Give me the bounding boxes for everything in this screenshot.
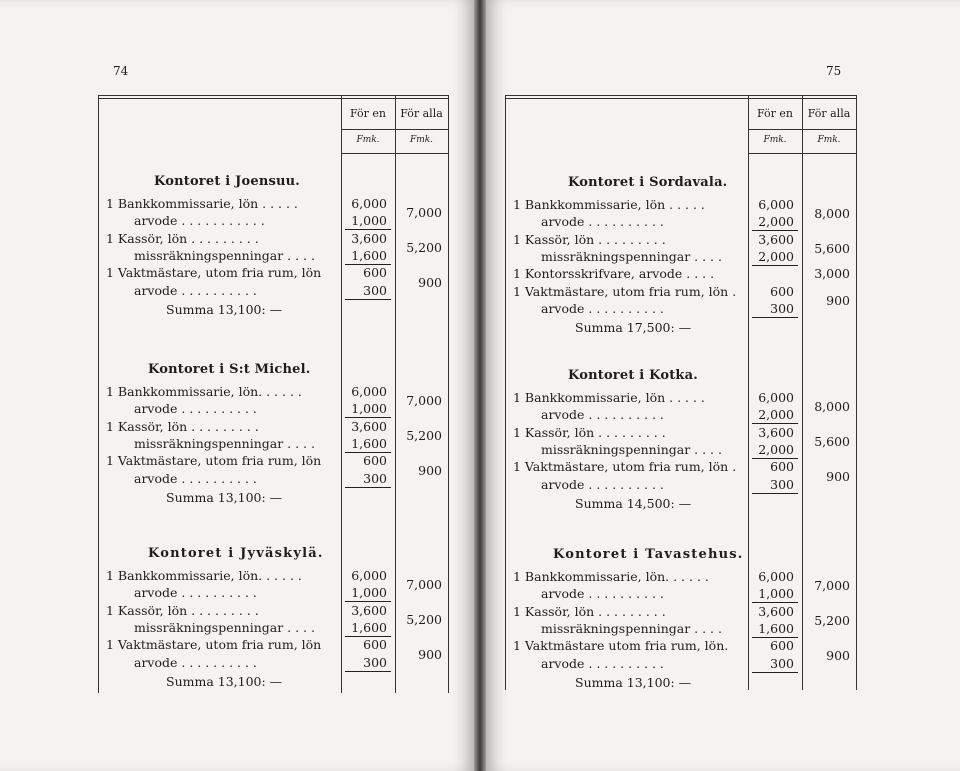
subtotal-rule bbox=[345, 487, 391, 488]
book-gutter bbox=[474, 0, 486, 771]
value-per-one: 3,600 bbox=[351, 230, 387, 246]
value-for-all: 7,000 bbox=[814, 578, 850, 594]
value-per-one: 1,600 bbox=[758, 620, 794, 636]
value-for-all: 900 bbox=[418, 646, 442, 662]
row-label: 1 Bankkommissarie, lön . . . . . bbox=[106, 196, 298, 211]
row-label: missräkningspenningar . . . . bbox=[134, 247, 315, 263]
subtotal-rule bbox=[752, 317, 798, 318]
row-label: 1 Vaktmästare, utom fria rum, lön . bbox=[513, 459, 737, 475]
value-for-all: 7,000 bbox=[406, 393, 442, 409]
unit-rule bbox=[341, 153, 448, 154]
row-label: 1 Kassör, lön . . . . . . . . . bbox=[513, 424, 666, 440]
row-label: 1 Vaktmästare utom fria rum, lön. bbox=[513, 638, 729, 654]
value-per-one: 1,000 bbox=[351, 213, 387, 229]
table-top-rule bbox=[505, 95, 856, 96]
value-for-all: 5,600 bbox=[814, 240, 850, 256]
value-per-one: 2,000 bbox=[758, 407, 794, 423]
value-for-all: 900 bbox=[418, 274, 442, 290]
value-per-one: 600 bbox=[770, 459, 794, 475]
value-for-all: 7,000 bbox=[406, 205, 442, 221]
value-for-all: 900 bbox=[418, 462, 442, 478]
row-label: 1 Kassör, lön . . . . . . . . . bbox=[513, 603, 666, 619]
row-label: arvode . . . . . . . . . . bbox=[134, 585, 257, 601]
row-label: arvode . . . . . . . . . . bbox=[541, 586, 664, 602]
value-per-one: 2,000 bbox=[758, 214, 794, 230]
value-per-one: 300 bbox=[770, 300, 794, 316]
left-page-number: 74 bbox=[113, 64, 129, 78]
value-per-one: 3,600 bbox=[351, 418, 387, 434]
value-per-one: 1,000 bbox=[351, 401, 387, 417]
row-label: arvode . . . . . . . . . . bbox=[541, 476, 664, 492]
row-label: 1 Vaktmästare, utom fria rum, lön bbox=[106, 637, 322, 653]
column-header-per-one: För en bbox=[349, 107, 386, 120]
row-label: 1 Vaktmästare, utom fria rum, lön bbox=[106, 453, 322, 469]
section-total: Summa 13,100: — bbox=[166, 673, 283, 689]
office-title: Kontoret i Joensuu. bbox=[154, 174, 301, 189]
value-per-one: 300 bbox=[770, 655, 794, 671]
value-for-all: 8,000 bbox=[814, 206, 850, 222]
row-label: 1 Kassör, lön . . . . . . . . . bbox=[106, 418, 259, 434]
value-per-one: 300 bbox=[363, 654, 387, 670]
value-per-one: 3,600 bbox=[758, 231, 794, 247]
value-for-all: 3,000 bbox=[814, 266, 850, 282]
value-per-one: 6,000 bbox=[351, 384, 387, 399]
value-for-all: 7,000 bbox=[406, 577, 442, 593]
value-per-one: 1,600 bbox=[351, 247, 387, 263]
office-title: Kontoret i S:t Michel. bbox=[148, 362, 311, 377]
office-title: Kontoret i Tavastehus. bbox=[553, 547, 744, 562]
value-per-one: 600 bbox=[770, 638, 794, 654]
unit-rule bbox=[748, 153, 856, 154]
row-label: missräkningspenningar . . . . bbox=[134, 619, 315, 635]
value-per-one: 600 bbox=[363, 637, 387, 653]
value-per-one: 2,000 bbox=[758, 248, 794, 264]
value-per-one: 300 bbox=[770, 476, 794, 492]
value-per-one: 6,000 bbox=[758, 197, 794, 212]
value-for-all: 900 bbox=[826, 468, 850, 484]
value-per-one: 1,000 bbox=[351, 585, 387, 601]
row-label: arvode . . . . . . . . . . bbox=[541, 655, 664, 671]
row-label: arvode . . . . . . . . . . . bbox=[134, 213, 265, 229]
value-for-all: 8,000 bbox=[814, 399, 850, 415]
value-for-all: 5,200 bbox=[406, 427, 442, 443]
value-per-one: 600 bbox=[363, 265, 387, 281]
column-header-for-all: För alla bbox=[400, 107, 443, 120]
header-rule bbox=[341, 129, 448, 130]
row-label: 1 Kontorsskrifvare, arvode . . . . bbox=[513, 266, 715, 282]
row-label: 1 Bankkommissarie, lön . . . . . bbox=[513, 390, 705, 405]
section-total: Summa 13,100: — bbox=[166, 301, 283, 317]
value-per-one: 300 bbox=[363, 282, 387, 298]
subtotal-rule bbox=[752, 265, 798, 266]
row-label: arvode . . . . . . . . . . bbox=[541, 300, 664, 316]
office-title: Kontoret i Kotka. bbox=[568, 368, 698, 383]
row-label: 1 Vaktmästare, utom fria rum, lön bbox=[106, 265, 322, 281]
value-per-one: 300 bbox=[363, 470, 387, 486]
currency-unit-col1: Fmk. bbox=[763, 135, 787, 145]
section-total: Summa 13,100: — bbox=[575, 674, 692, 690]
row-label: arvode . . . . . . . . . . bbox=[134, 470, 257, 486]
row-label: arvode . . . . . . . . . . bbox=[134, 401, 257, 417]
value-for-all: 5,200 bbox=[814, 612, 850, 628]
value-for-all: 5,600 bbox=[814, 433, 850, 449]
value-per-one: 6,000 bbox=[758, 390, 794, 405]
row-label: arvode . . . . . . . . . . bbox=[134, 654, 257, 670]
section-total: Summa 14,500: — bbox=[575, 495, 692, 511]
value-per-one: 3,600 bbox=[351, 602, 387, 618]
row-label: missräkningspenningar . . . . bbox=[541, 441, 722, 457]
currency-unit-col2: Fmk. bbox=[817, 135, 841, 145]
row-label: 1 Kassör, lön . . . . . . . . . bbox=[106, 602, 259, 618]
currency-unit-col1: Fmk. bbox=[356, 135, 380, 145]
value-per-one: 3,600 bbox=[758, 424, 794, 440]
subtotal-rule bbox=[345, 299, 391, 300]
header-rule bbox=[748, 129, 856, 130]
subtotal-rule bbox=[752, 672, 798, 673]
row-label: 1 Bankkommissarie, lön . . . . . bbox=[513, 197, 705, 212]
value-per-one: 1,600 bbox=[351, 619, 387, 635]
value-for-all: 5,200 bbox=[406, 611, 442, 627]
office-title: Kontoret i Sordavala. bbox=[568, 175, 728, 190]
table-right-border bbox=[856, 95, 857, 690]
value-per-one: 1,000 bbox=[758, 586, 794, 602]
row-label: arvode . . . . . . . . . . bbox=[541, 214, 664, 230]
value-per-one: 600 bbox=[770, 283, 794, 299]
value-for-all: 900 bbox=[826, 292, 850, 308]
value-per-one: 2,000 bbox=[758, 441, 794, 457]
row-label: 1 Bankkommissarie, lön. . . . . . bbox=[106, 384, 302, 399]
row-label: 1 Kassör, lön . . . . . . . . . bbox=[513, 231, 666, 247]
value-per-one: 6,000 bbox=[351, 568, 387, 583]
right-page-number: 75 bbox=[826, 64, 842, 78]
section-total: Summa 17,500: — bbox=[575, 320, 692, 336]
row-label: 1 Vaktmästare, utom fria rum, lön . bbox=[513, 283, 737, 299]
table-top-rule-2 bbox=[505, 98, 856, 99]
value-per-one: 1,600 bbox=[351, 435, 387, 451]
row-label: missräkningspenningar . . . . bbox=[541, 248, 722, 264]
value-per-one: 6,000 bbox=[351, 196, 387, 211]
value-per-one: 6,000 bbox=[758, 569, 794, 584]
table-right-border bbox=[448, 95, 449, 693]
value-per-one: 600 bbox=[363, 453, 387, 469]
subtotal-rule bbox=[752, 493, 798, 494]
office-title: Kontoret i Jyväskylä. bbox=[148, 546, 324, 561]
row-label: 1 Bankkommissarie, lön. . . . . . bbox=[106, 568, 302, 583]
value-for-all: 5,200 bbox=[406, 239, 442, 255]
column-header-for-all: För alla bbox=[807, 107, 851, 120]
value-per-one: 3,600 bbox=[758, 603, 794, 619]
value-for-all: 900 bbox=[826, 647, 850, 663]
row-label: 1 Kassör, lön . . . . . . . . . bbox=[106, 230, 259, 246]
column-header-per-one: För en bbox=[756, 107, 793, 120]
table-left-border bbox=[98, 95, 99, 693]
row-label: missräkningspenningar . . . . bbox=[134, 435, 315, 451]
currency-unit-col2: Fmk. bbox=[409, 135, 434, 145]
section-total: Summa 13,100: — bbox=[166, 489, 283, 505]
row-label: arvode . . . . . . . . . . bbox=[541, 407, 664, 423]
table-left-border bbox=[505, 95, 506, 690]
subtotal-rule bbox=[345, 671, 391, 672]
row-label: arvode . . . . . . . . . . bbox=[134, 282, 257, 298]
column-2-divider bbox=[802, 95, 803, 690]
row-label: 1 Bankkommissarie, lön. . . . . . bbox=[513, 569, 709, 584]
row-label: missräkningspenningar . . . . bbox=[541, 620, 722, 636]
